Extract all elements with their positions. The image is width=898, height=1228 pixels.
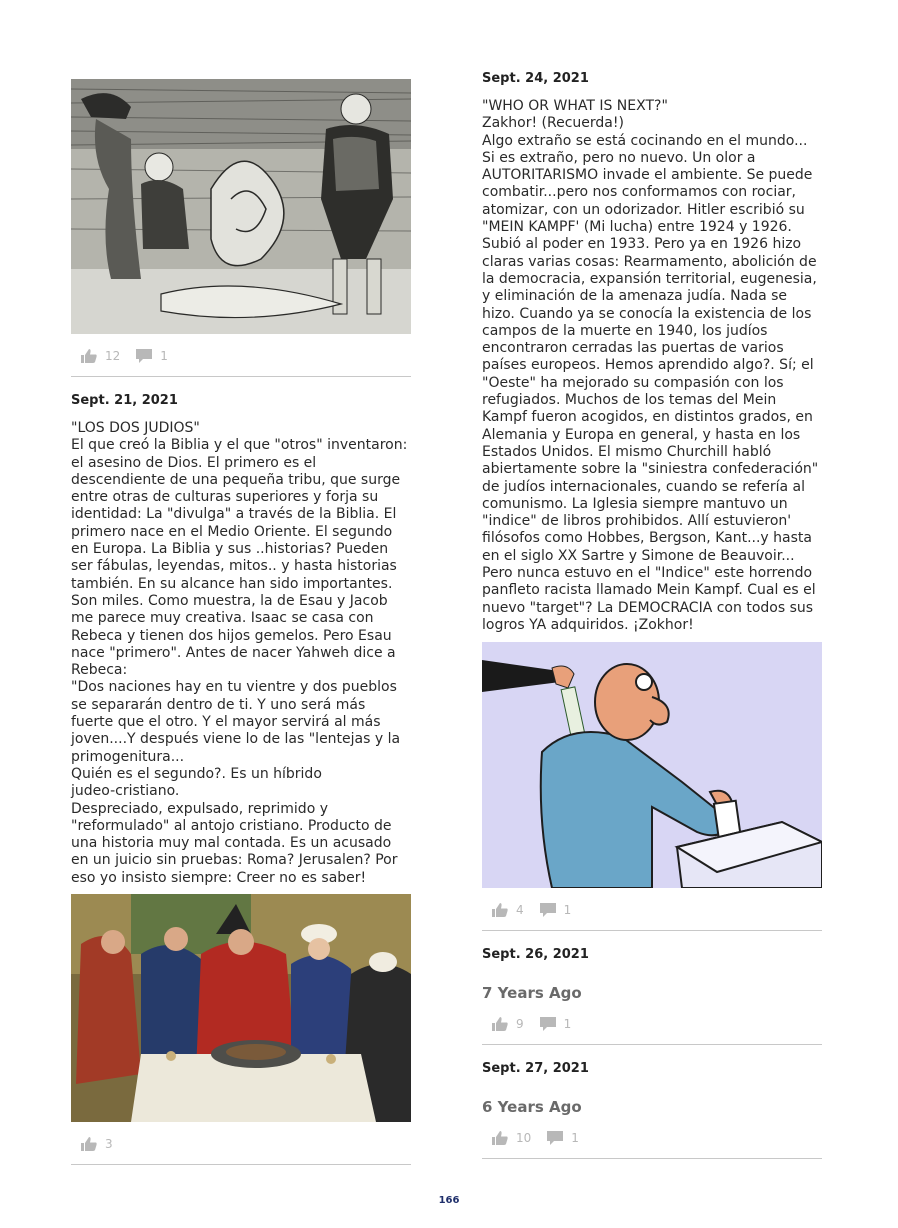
- post-meta: [492, 900, 822, 920]
- comment-button[interactable]: [547, 1131, 579, 1145]
- post-meta: [81, 1134, 411, 1154]
- thumbs-up-icon: [492, 1017, 508, 1031]
- page-number: 166: [438, 1195, 460, 1206]
- divider: [482, 1044, 822, 1045]
- comment-button[interactable]: [136, 349, 168, 363]
- post-text: "LOS DOS JUDIOS" El que creó la Biblia y el que "otros" inventaron: el asesino de Dios. El primero es el descendiente de una pequeña tribu, que surge entre otras de culturas superiores y forja su identidad: La "divulga" a través de la Biblia. El primero nace en el Medio Oriente. El segundo en Europa. La Biblia y sus ..historias? Pueden ser fábulas, leyendas, mitos.. y hasta historias también. En su alcance han sido importantes. Son miles. Como muestra, la de Esau y Jacob me parece muy creativa. Isaac se casa con Rebeca y tienen dos hijos gemelos. Pero Esau nace "primero". Antes de nacer Yahweh dice a Rebeca: "Dos naciones hay en tu vientre y dos pueblos se separarán dentro de ti. Y uno será más fuerte que el otro. Y el mayor servirá al más joven....Y después viene lo de las "lentejas y la primogenitura... Quién es el segundo?. Es un híbrido judeo-cristiano. Despreciado, expulsado, reprimido y "reformulado" al antojo cristiano. Producto de una historia muy mal contada. Es un acusado en un juicio sin pruebas: Roma? Jerusalen? Por eso yo insisto siempre: Creer no es saber!: [71, 420, 408, 886]
- comment-icon: [547, 1131, 563, 1145]
- like-button[interactable]: [81, 1137, 113, 1151]
- divider: [482, 1158, 822, 1159]
- comment-icon: [136, 349, 152, 363]
- post-meta: [81, 346, 411, 366]
- divider: [71, 376, 411, 377]
- thumbs-up-icon: [81, 1137, 97, 1151]
- like-button[interactable]: [492, 1017, 524, 1031]
- like-count: 9: [516, 1017, 524, 1032]
- post-text: "WHO OR WHAT IS NEXT?" Zakhor! (Recuerda!) Algo extraño se está cocinando en el mundo... Si es extraño, pero no nuevo. Un olor a AUTORITARISMO invade el ambiente. Se puede combatir...pero nos conformamos con rociar, atomizar, con un odorizador. Hitler escribió su "MEIN KAMPF' (Mi lucha) entre 1924 y 1926. Subió al poder en 1933. Pero ya en 1926 hizo claras varias cosas: Rearmamento, abolición de la democracia, expansión territorial, eugenesia, y eliminación de la amenaza judía. Nada se hizo. Cuando ya se conocía la existencia de los campos de la muerte en 1940, los judíos encontraron cerradas las puertas de varios países europeos. Hemos aprendido algo?. Sí; el "Oeste" ha mejorado su compasión con los refugiados. Muchos de los temas del Mein Kampf fueron acogidos, en distintos grados, en Alemania y Europa en general, y hasta en los Estados Unidos. El mismo Churchill habló abiertamente sobre la "siniestra confederación" de judíos internacionales, cuando se refería al comunismo. La Iglesia siempre mantuvo un "indice" de libros prohibidos. Allí estuvieron' filósofos como Hobbes, Bergson, Kant...y hasta en el siglo XX Sartre y Simone de Beauvoir... Pero nunca estuvo en el "Indice" este horrendo panfleto racista llamado Mein Kampf. Cual es el nuevo "target"? La DEMOCRACIA con todos sus logros YA adquiridos. ¡Zokhor!: [482, 98, 819, 633]
- thumbs-up-icon: [81, 349, 97, 363]
- like-count: 4: [516, 903, 524, 918]
- post-meta: [492, 1014, 822, 1034]
- comment-count: 1: [563, 903, 572, 918]
- like-button[interactable]: [492, 903, 524, 917]
- post-date: Sept. 21, 2021: [71, 393, 178, 408]
- comment-count: 1: [571, 1131, 579, 1146]
- post-date: Sept. 26, 2021: [482, 947, 589, 963]
- comment-icon: [540, 1017, 556, 1031]
- divider: [71, 1164, 411, 1165]
- divider: [482, 930, 822, 931]
- like-count: 10: [516, 1131, 532, 1146]
- post-date: Sept. 24, 2021: [482, 71, 589, 86]
- thumbs-up-icon: [492, 903, 508, 917]
- post-headline[interactable]: 6 Years Ago: [482, 1098, 582, 1117]
- etching-image: [71, 79, 411, 334]
- comment-count: 1: [563, 1017, 572, 1032]
- comment-button[interactable]: [540, 1017, 572, 1031]
- cartoon-image: [482, 642, 822, 888]
- like-count: 3: [105, 1137, 113, 1152]
- post-meta: [492, 1128, 822, 1148]
- right-column: [482, 71, 822, 1159]
- left-column: [71, 79, 411, 1165]
- post-headline[interactable]: 7 Years Ago: [482, 984, 582, 1003]
- like-button[interactable]: [81, 349, 120, 363]
- like-count: 12: [105, 349, 121, 363]
- thumbs-up-icon: [492, 1131, 508, 1145]
- comment-icon: [540, 903, 556, 917]
- like-button[interactable]: [492, 1131, 531, 1145]
- comment-count: 1: [160, 349, 168, 363]
- comment-button[interactable]: [540, 903, 572, 917]
- post-date: Sept. 27, 2021: [482, 1061, 589, 1077]
- painting-image: [71, 894, 411, 1122]
